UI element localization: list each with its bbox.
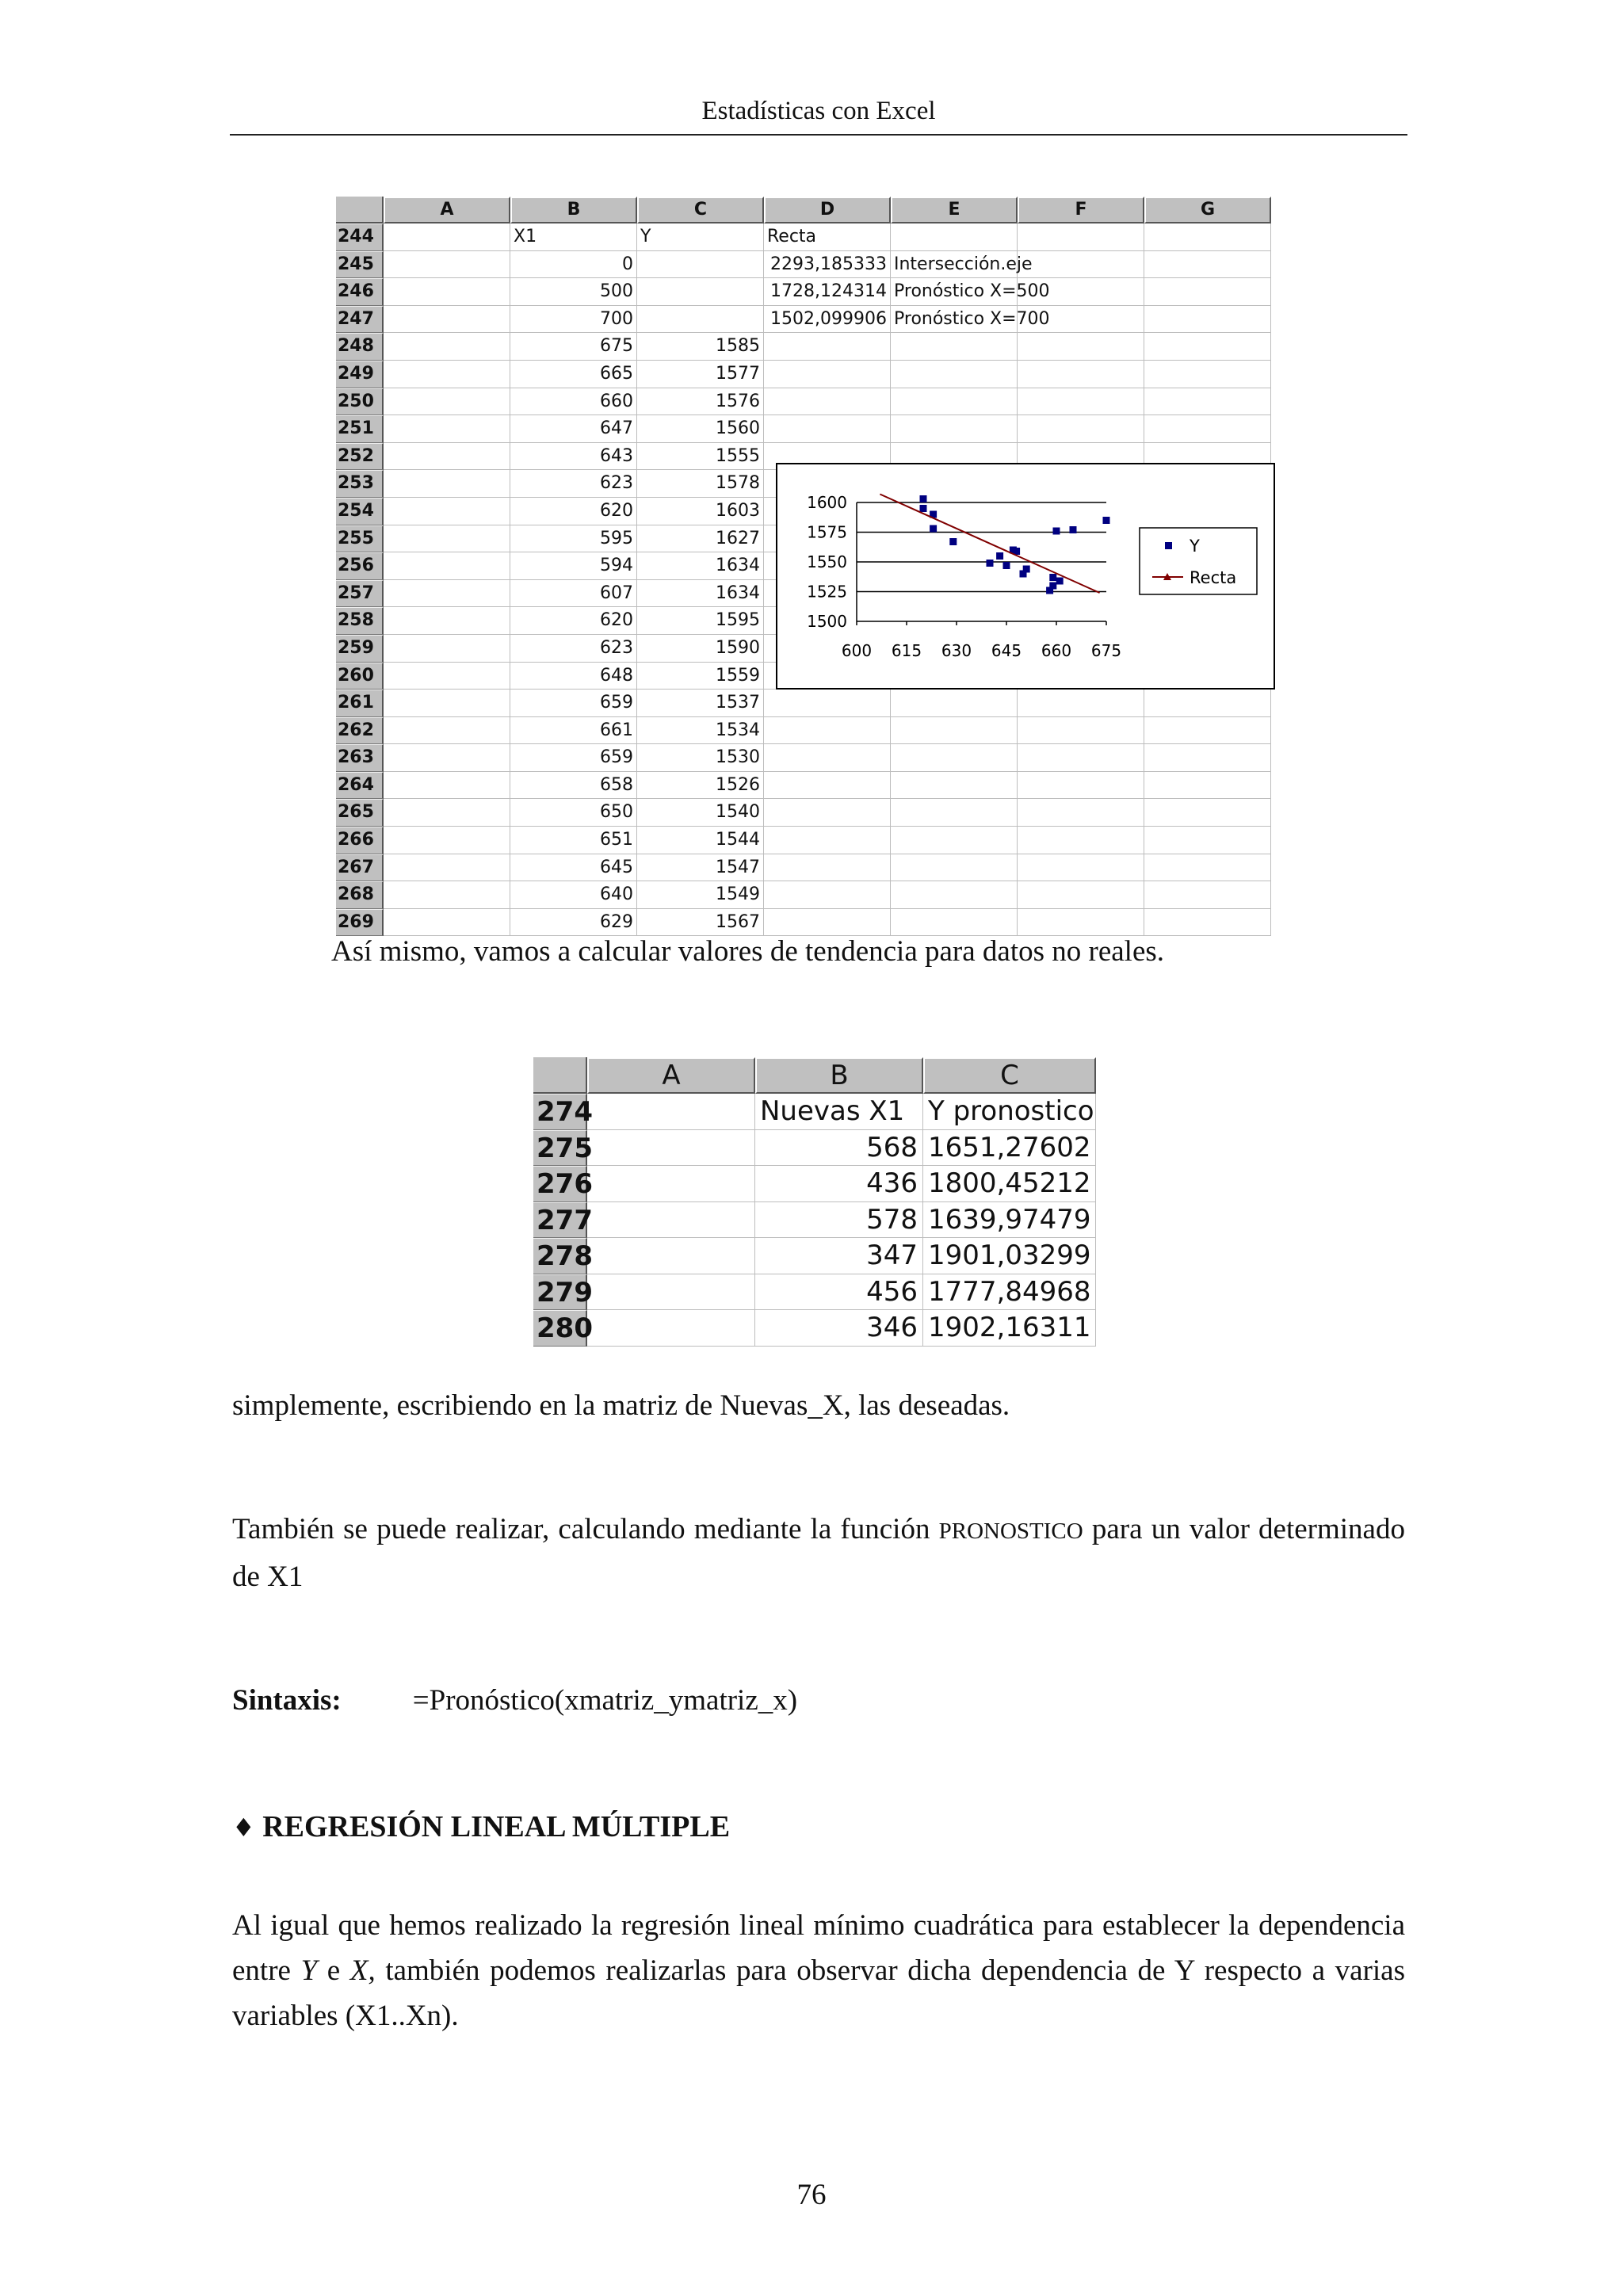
row-header: 277: [533, 1202, 587, 1239]
cell-a: [384, 223, 510, 251]
cell-b: 659: [510, 744, 637, 772]
cell-a: [384, 772, 510, 800]
cell-b: 0: [510, 251, 637, 279]
cell-c: 1537: [637, 690, 764, 717]
row-header: 245: [336, 251, 384, 279]
data-point: [1023, 566, 1030, 573]
chart-svg: [777, 464, 1274, 688]
data-point: [949, 538, 957, 545]
cell-c: 1595: [637, 607, 764, 635]
cell-f: [1018, 278, 1144, 306]
cell-b: 658: [510, 772, 637, 800]
cell-e: Pronóstico X=700: [891, 306, 1018, 334]
cell-g: [1144, 799, 1271, 827]
cell-b: 650: [510, 799, 637, 827]
cell-c: 1560: [637, 415, 764, 443]
cell-c: 1585: [637, 333, 764, 361]
cell-a: [384, 470, 510, 498]
cell-d: [764, 854, 891, 882]
cell-g: [1144, 854, 1271, 882]
paragraph-regresion: [232, 1903, 1405, 2038]
cell-b: 647: [510, 415, 637, 443]
cell-g: [1144, 744, 1271, 772]
spreadsheet-trend: [336, 197, 1304, 930]
cell-d: [764, 799, 891, 827]
cell-g: [1144, 772, 1271, 800]
paragraph-pronostico: [232, 1507, 1405, 1599]
cell-g: [1144, 251, 1271, 279]
row-header: 258: [336, 607, 384, 635]
header-rule: [230, 134, 1407, 136]
cell-a: [587, 1274, 755, 1311]
cell-g: [1144, 717, 1271, 745]
cell-c: [637, 278, 764, 306]
y-tick-label: 1600: [807, 493, 847, 512]
legend-marker-y: [1165, 542, 1172, 549]
cell-c: 1901,03299: [923, 1238, 1096, 1274]
cell-b: 568: [755, 1130, 923, 1167]
column-header-c: C: [923, 1057, 1096, 1094]
row-header: 254: [336, 498, 384, 525]
column-header-g: G: [1144, 197, 1271, 223]
cell-d: [764, 333, 891, 361]
column-header-d: D: [764, 197, 891, 223]
cell-e: [891, 333, 1018, 361]
cell-a: [384, 525, 510, 553]
row-header: 276: [533, 1166, 587, 1202]
cell-f: [1018, 854, 1144, 882]
cell-f: [1018, 388, 1144, 416]
cell-b: 620: [510, 498, 637, 525]
cell-c: 1559: [637, 663, 764, 690]
y-tick-label: 1550: [807, 552, 847, 571]
paragraph-regresion-text-3: también podemos realizarlas para observar dicha dependencia de Y respecto a varias variables (X1..Xn).: [232, 1954, 1405, 2032]
cell-d: [764, 388, 891, 416]
cell-e: [891, 415, 1018, 443]
cell-e: Pronóstico X=500: [891, 278, 1018, 306]
cell-c: 1634: [637, 580, 764, 608]
cell-b: 620: [510, 607, 637, 635]
cell-f: [1018, 717, 1144, 745]
cell-c: 1627: [637, 525, 764, 553]
cell-f: [1018, 415, 1144, 443]
cell-c: 1603: [637, 498, 764, 525]
section-heading: [232, 1809, 730, 1844]
row-header: 266: [336, 827, 384, 854]
row-header: 244: [336, 223, 384, 251]
column-header-b: B: [755, 1057, 923, 1094]
cell-d: 1728,124314: [764, 278, 891, 306]
cell-f: [1018, 827, 1144, 854]
cell-f: [1018, 333, 1144, 361]
cell-c: 1777,84968: [923, 1274, 1096, 1311]
x-tick-label: 675: [1090, 641, 1122, 660]
paragraph-tendencia: Así mismo, vamos a calcular valores de tendencia para datos no reales.: [331, 935, 1165, 968]
row-header: 260: [336, 663, 384, 690]
running-header: Estadísticas con Excel: [701, 97, 936, 125]
row-header: 274: [533, 1094, 587, 1130]
cell-c: 1800,45212: [923, 1166, 1096, 1202]
cell-f: [1018, 306, 1144, 334]
row-header: 251: [336, 415, 384, 443]
column-header-f: F: [1018, 197, 1144, 223]
paragraph-pronostico-text-1: También se puede realizar, calculando mediante la función: [232, 1513, 939, 1545]
cell-a: [384, 607, 510, 635]
data-point: [1070, 526, 1077, 533]
cell-e: [891, 827, 1018, 854]
cell-e: [891, 717, 1018, 745]
cell-c: 1902,16311: [923, 1310, 1096, 1347]
cell-b: 595: [510, 525, 637, 553]
cell-a: [384, 443, 510, 471]
cell-b: 456: [755, 1274, 923, 1311]
cell-a: [384, 415, 510, 443]
function-name: PRONOSTICO: [938, 1519, 1083, 1544]
cell-f: [1018, 251, 1144, 279]
cell-c: 1639,97479: [923, 1202, 1096, 1239]
cell-a: [384, 498, 510, 525]
cell-a: [384, 361, 510, 388]
cell-a: [384, 552, 510, 580]
cell-d: [764, 881, 891, 909]
row-header: 278: [533, 1238, 587, 1274]
cell-g: [1144, 415, 1271, 443]
cell-g: [1144, 223, 1271, 251]
row-header: 261: [336, 690, 384, 717]
cell-c: Y pronostico: [923, 1094, 1096, 1130]
cell-b: Nuevas X1: [755, 1094, 923, 1130]
cell-e: [891, 799, 1018, 827]
cell-f: [1018, 361, 1144, 388]
cell-d: [764, 690, 891, 717]
row-header: 268: [336, 881, 384, 909]
row-header: 259: [336, 635, 384, 663]
cell-a: [384, 306, 510, 334]
paragraph-regresion-text-1: Al igual que hemos realizado la regresión lineal mínimo cuadrática para establecer la dependencia entre: [232, 1909, 1405, 1987]
cell-c: 1590: [637, 635, 764, 663]
cell-a: [384, 278, 510, 306]
cell-c: 1526: [637, 772, 764, 800]
row-header: 257: [336, 580, 384, 608]
cell-c: 1544: [637, 827, 764, 854]
row-header: 255: [336, 525, 384, 553]
cell-c: 1576: [637, 388, 764, 416]
y-tick-label: 1525: [807, 582, 847, 602]
cell-a: [587, 1094, 755, 1130]
column-header-b: B: [510, 197, 637, 223]
cell-f: [1018, 223, 1144, 251]
data-point: [1053, 528, 1060, 535]
cell-a: [384, 580, 510, 608]
syntax-formula: =Pronóstico(xmatriz_ymatriz_x): [412, 1684, 798, 1717]
cell-a: [587, 1238, 755, 1274]
cell-g: [1144, 827, 1271, 854]
data-point: [1049, 574, 1056, 581]
cell-b: 648: [510, 663, 637, 690]
cell-a: [384, 827, 510, 854]
cell-d: Recta: [764, 223, 891, 251]
cell-e: [891, 744, 1018, 772]
cell-d: [764, 827, 891, 854]
var-x: X,: [349, 1954, 376, 1987]
x-tick-label: 615: [891, 641, 922, 660]
cell-b: 436: [755, 1166, 923, 1202]
scatter-chart: [776, 463, 1275, 690]
var-y: Y: [300, 1954, 318, 1987]
syntax-line: [232, 1678, 1405, 1723]
cell-b: X1: [510, 223, 637, 251]
row-header: 263: [336, 744, 384, 772]
cell-b: 645: [510, 854, 637, 882]
cell-c: Y: [637, 223, 764, 251]
cell-b: 661: [510, 717, 637, 745]
data-point: [920, 495, 927, 502]
data-point: [1003, 562, 1010, 569]
data-point: [930, 525, 937, 533]
cell-f: [1018, 772, 1144, 800]
row-header: 267: [336, 854, 384, 882]
row-header: 275: [533, 1130, 587, 1167]
data-point: [996, 552, 1003, 560]
paragraph-nuevas-x: simplemente, escribiendo en la matriz de Nuevas_X, las deseadas.: [232, 1389, 1010, 1422]
cell-c: 1567: [637, 909, 764, 937]
cell-a: [384, 663, 510, 690]
cell-e: [891, 881, 1018, 909]
cell-a: [587, 1166, 755, 1202]
column-header-e: E: [891, 197, 1018, 223]
data-point: [1103, 517, 1110, 524]
row-header: 253: [336, 470, 384, 498]
cell-f: [1018, 881, 1144, 909]
cell-e: [891, 772, 1018, 800]
cell-a: [384, 799, 510, 827]
sheet2-corner: [533, 1057, 587, 1094]
cell-g: [1144, 278, 1271, 306]
cell-a: [384, 717, 510, 745]
cell-a: [587, 1130, 755, 1167]
cell-a: [384, 388, 510, 416]
cell-a: [384, 854, 510, 882]
legend-label-y: Y: [1190, 537, 1200, 556]
sheet2-grid: [533, 1057, 1098, 1347]
row-header: 264: [336, 772, 384, 800]
row-header: 252: [336, 443, 384, 471]
cell-b: 347: [755, 1238, 923, 1274]
cell-d: [764, 744, 891, 772]
cell-g: [1144, 306, 1271, 334]
row-header: 247: [336, 306, 384, 334]
paragraph-regresion-text-2: e: [317, 1954, 350, 1987]
x-tick-label: 660: [1041, 641, 1072, 660]
cell-a: [587, 1310, 755, 1347]
cell-c: 1577: [637, 361, 764, 388]
cell-b: 500: [510, 278, 637, 306]
cell-a: [384, 744, 510, 772]
column-header-a: A: [384, 197, 510, 223]
column-header-c: C: [637, 197, 764, 223]
cell-b: 578: [755, 1202, 923, 1239]
row-header: 248: [336, 333, 384, 361]
cell-c: 1530: [637, 744, 764, 772]
page-number: 76: [796, 2179, 827, 2211]
cell-c: 1549: [637, 881, 764, 909]
section-heading-text: REGRESIÓN LINEAL MÚLTIPLE: [262, 1810, 731, 1843]
x-tick-label: 600: [841, 641, 873, 660]
cell-a: [384, 251, 510, 279]
cell-d: [764, 415, 891, 443]
cell-b: 651: [510, 827, 637, 854]
row-header: 246: [336, 278, 384, 306]
row-header: 262: [336, 717, 384, 745]
cell-c: [637, 306, 764, 334]
spreadsheet-forecast: [533, 1057, 1098, 1358]
x-tick-label: 630: [941, 641, 972, 660]
legend-label-recta: Recta: [1190, 568, 1237, 587]
diamond-bullet-icon: ♦: [232, 1813, 255, 1843]
row-header: 250: [336, 388, 384, 416]
cell-c: 1634: [637, 552, 764, 580]
cell-c: 1651,27602: [923, 1130, 1096, 1167]
cell-g: [1144, 881, 1271, 909]
sheet1-corner: [336, 197, 384, 223]
cell-c: [637, 251, 764, 279]
cell-b: 623: [510, 470, 637, 498]
cell-b: 675: [510, 333, 637, 361]
column-header-a: A: [587, 1057, 755, 1094]
cell-b: 607: [510, 580, 637, 608]
cell-a: [384, 635, 510, 663]
cell-e: [891, 361, 1018, 388]
cell-f: [1018, 690, 1144, 717]
data-point: [1049, 583, 1056, 590]
cell-c: 1578: [637, 470, 764, 498]
row-header: 265: [336, 799, 384, 827]
cell-a: [384, 881, 510, 909]
cell-d: [764, 772, 891, 800]
cell-c: 1540: [637, 799, 764, 827]
cell-f: [1018, 799, 1144, 827]
cell-e: [891, 388, 1018, 416]
cell-e: [891, 690, 1018, 717]
cell-e: [891, 854, 1018, 882]
cell-f: [1018, 744, 1144, 772]
data-point: [987, 560, 994, 567]
row-header: 280: [533, 1310, 587, 1347]
cell-b: 700: [510, 306, 637, 334]
data-point: [920, 505, 927, 512]
cell-b: 346: [755, 1310, 923, 1347]
trend-line: [880, 495, 1099, 594]
paragraph-pronostico-text-2: para un valor determinado de X1: [232, 1513, 1405, 1593]
cell-a: [587, 1202, 755, 1239]
cell-e: Intersección.eje: [891, 251, 1018, 279]
syntax-label: Sintaxis:: [232, 1684, 342, 1717]
cell-d: [764, 361, 891, 388]
row-header: 249: [336, 361, 384, 388]
row-header: 279: [533, 1274, 587, 1311]
x-tick-label: 645: [991, 641, 1022, 660]
cell-c: 1555: [637, 443, 764, 471]
cell-d: 1502,099906: [764, 306, 891, 334]
cell-b: 640: [510, 881, 637, 909]
cell-d: 2293,185333: [764, 251, 891, 279]
cell-g: [1144, 690, 1271, 717]
cell-g: [1144, 333, 1271, 361]
cell-g: [1144, 388, 1271, 416]
row-header: 256: [336, 552, 384, 580]
data-point: [1056, 578, 1064, 585]
cell-b: 660: [510, 388, 637, 416]
cell-b: 594: [510, 552, 637, 580]
cell-b: 659: [510, 690, 637, 717]
cell-b: 643: [510, 443, 637, 471]
cell-d: [764, 717, 891, 745]
y-tick-label: 1500: [807, 612, 847, 631]
row-header: 269: [336, 909, 384, 937]
cell-c: 1547: [637, 854, 764, 882]
cell-a: [384, 333, 510, 361]
cell-b: 665: [510, 361, 637, 388]
cell-a: [384, 690, 510, 717]
cell-c: 1534: [637, 717, 764, 745]
cell-b: 629: [510, 909, 637, 937]
cell-g: [1144, 361, 1271, 388]
cell-e: [891, 223, 1018, 251]
y-tick-label: 1575: [807, 522, 847, 542]
cell-b: 623: [510, 635, 637, 663]
